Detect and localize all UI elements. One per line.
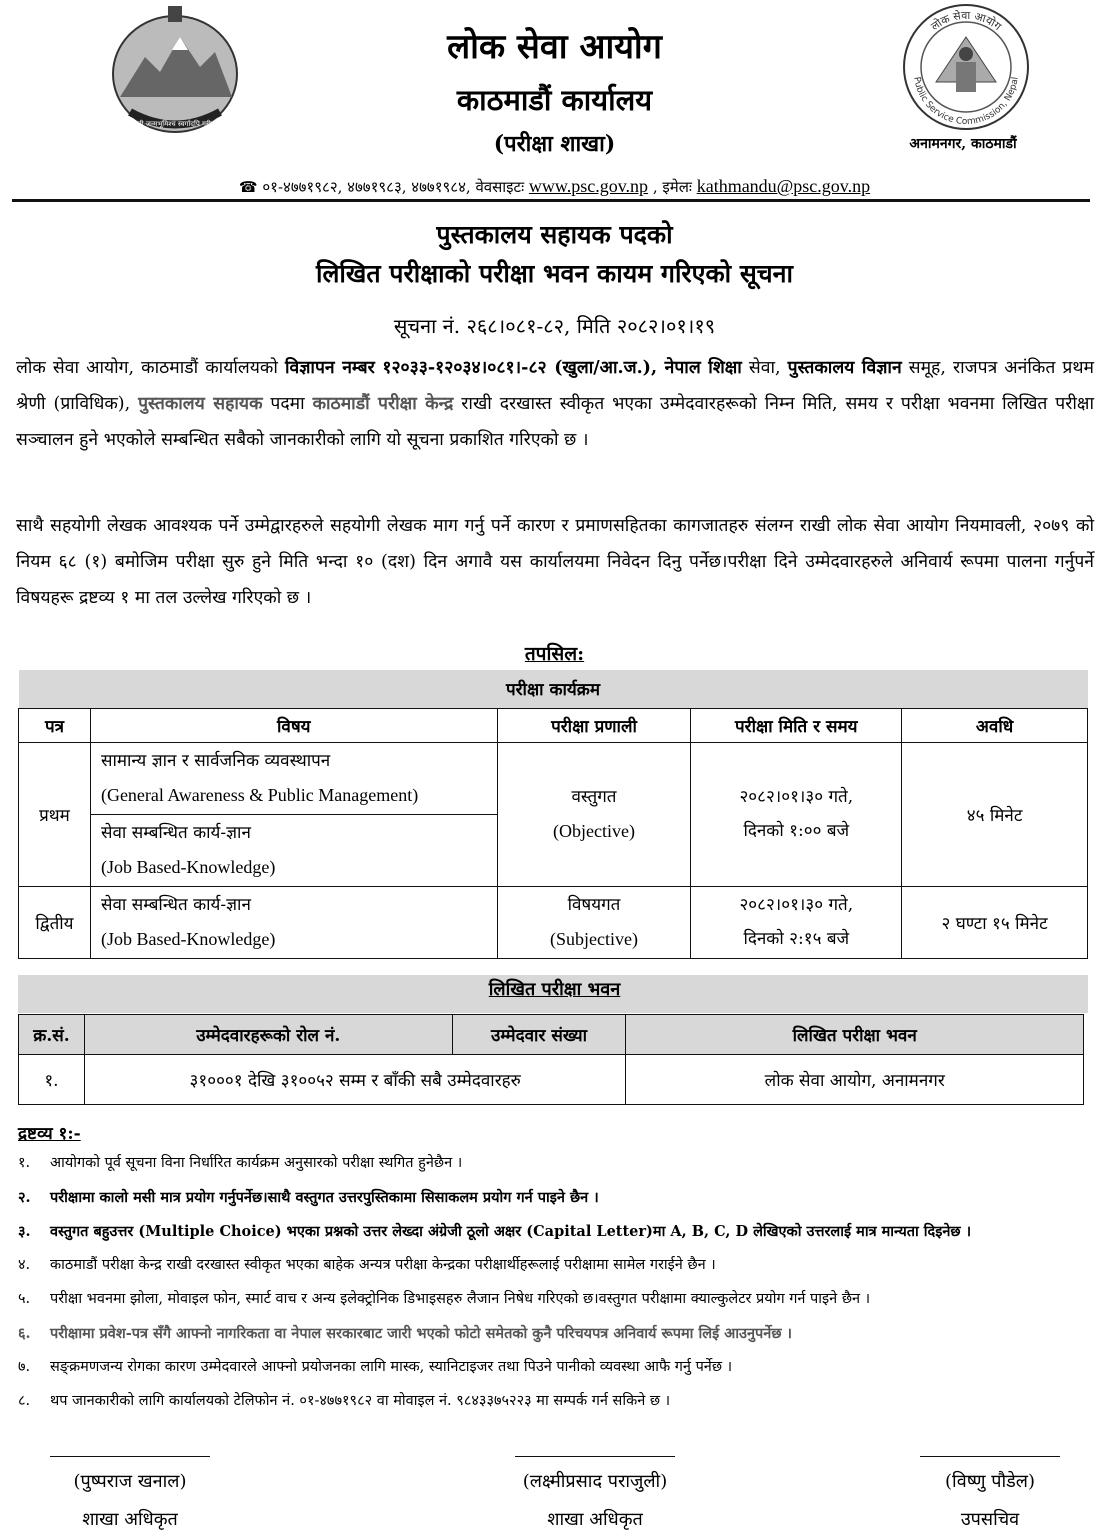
signatory-name: (पुष्पराज खनाल) [73,1471,187,1492]
note-text: वस्तुगत बहुउत्तर (Multiple Choice) भएका प्रश्नको उत्तर लेख्दा अंग्रेजी ठूलो अक्षर (Capital Letter)मा A, B, C, D लेखिएको उत्तरलाई मात्र मान्यता दिइनेछ । [50,1223,972,1240]
letterhead [0,0,1109,200]
col-header-count: उम्मेदवार संख्या [452,1015,626,1055]
col-header-duration: अवधि [902,708,1088,742]
exam-time: दिनको २:१५ बजे [743,929,850,949]
method-np: वस्तुगत [571,787,617,807]
phone-icon: ☎ [238,178,258,196]
post-name: पुस्तकालय सहायक [138,394,263,414]
table-row [19,886,1088,958]
signatory-name: (लक्ष्मीप्रसाद पराजुली) [522,1471,668,1492]
subject-np: सेवा सम्बन्धित कार्य-ज्ञान [100,895,251,915]
exam-schedule-title: परीक्षा कार्यक्रम [19,670,1088,708]
note-text: काठमाडौं परीक्षा केन्द्र राखी दरखास्त स्वीकृत भएका बाहेक अन्यत्र परीक्षा केन्द्रका परीक्षार्थीहरूलाई परीक्षामा सामेल गराईने छैन । [50,1257,716,1273]
list-item [18,1354,1090,1381]
method-en: (Subjective) [549,929,638,949]
datetime-cell [691,742,902,886]
note-number: १. [18,1155,31,1171]
col-header-method: परीक्षा प्रणाली [497,708,691,742]
signature-line [50,1456,210,1457]
scribe-paragraph: साथै सहयोगी लेखक आवश्यक पर्ने उम्मेद्वारहरुले सहयोगी लेखक माग गर्नु पर्ने कारण र प्रमाणसहितका कागजातहरु संलग्न राखी लोक सेवा आयोग नियमावली, २०७९ को नियम ६८ (१) बमोजिम परीक्षा सुरु हुने मिति भन्दा १० (दश) दिन अगावै यस कार्यालयमा निवेदन दिनु पर्नेछ।परीक्षा दिने उम्मेदवारहरुले अनिवार्य रूपमा पालना गर्नुपर्ने विषयहरू द्रष्टव्य १ मा तल उल्लेख गरिएको छ । [16,516,1094,608]
note-text: परीक्षामा कालो मसी मात्र प्रयोग गर्नुपर्नेछ।साथै वस्तुगत उत्तरपुस्तिकामा सिसाकलम प्रयोग गर्न पाइने छैन । [50,1189,599,1206]
header-divider [12,199,1090,202]
section-title: (परीक्षा शाखा) [493,131,616,157]
hall-table-title: लिखित परीक्षा भवन [488,979,621,1000]
subject-en: (Job Based-Knowledge) [100,857,276,877]
subject-en: (General Awareness & Public Management) [100,785,419,805]
table-row [19,742,1088,814]
signatory-title: शाखा अधिकृत [547,1509,643,1530]
note-text: परीक्षामा प्रवेश-पत्र सँगै आफ्नो नागरिकता वा नेपाल सरकारबाट जारी भएको फोटो समेतको कुनै परिचयपत्र अनिवार्य रूपमा लिई आउनुपर्नेछ । [50,1325,793,1342]
signature-block [490,1462,700,1539]
col-header-hall: लिखित परीक्षा भवन [626,1015,1084,1055]
note-number: ६. [18,1325,31,1342]
col-header-subject: विषय [90,708,497,742]
phone-numbers: ०१-४७७१९८२, ४७७१९८३, ४७७१९८४, [262,178,471,196]
exam-time: दिनको १:०० बजे [743,821,850,841]
note-number: २. [18,1189,31,1206]
svg-text:लोक सेवा आयोग [929,9,1005,34]
emblem-text: जननी जन्मभूमिश्च स्वर्गादपि गरीयसी [128,120,222,128]
paper-cell: द्वितीय [19,886,91,958]
signatory-title: शाखा अधिकृत [82,1509,178,1530]
signature-line [920,1456,1060,1457]
duration-cell: २ घण्टा १५ मिनेट [902,886,1088,958]
notice-number: सूचना नं. २६८।०८१-८२, मिति २०८२।०१।१९ [393,314,716,338]
list-item [18,1150,1090,1177]
logo-text-en: Public Service Commission, Nepal [911,76,1021,128]
subject-np: सेवा सम्बन्धित कार्य-ज्ञान [100,823,251,843]
duration-cell: ४५ मिनेट [902,742,1088,886]
list-item [18,1184,1090,1211]
org-title: लोक सेवा आयोग [447,27,662,67]
list-item [18,1252,1090,1279]
note-number: ३. [18,1223,31,1240]
exam-date: २०८२।०१।३० गते, [739,895,854,915]
intro-paragraph [16,350,1094,458]
notes-list [18,1150,1090,1422]
signatory-name: (विष्णु पौडेल) [945,1471,1035,1492]
p1-text-c: समूह, राजपत्र अनंकित प्रथम श्रेणी (प्राविधिक), [16,358,1095,414]
list-item [18,1286,1090,1313]
p1-text-b: सेवा, [741,358,788,378]
exam-hall-table [18,1014,1084,1105]
note-number: ७. [18,1359,31,1375]
signature-block [900,1462,1080,1539]
col-header-sn: क्र.सं. [19,1015,85,1055]
logo-text: लोक सेवा आयोग [928,8,1004,34]
p1-text-a: लोक सेवा आयोग, काठमाडौं कार्यालयको [16,358,285,378]
subject-cell [90,814,497,886]
website-link[interactable]: www.psc.gov.np [528,176,649,196]
email-label: , इमेलः [652,178,692,196]
website-label: वेवसाइटः [475,178,525,196]
contact-line [0,176,1109,197]
list-item [18,1388,1090,1415]
note-text: परीक्षा भवनमा झोला, मोवाइल फोन, स्मार्ट वाच र अन्य इलेक्ट्रोनिक डिभाइसहरु लैजान निषेध गरिएको छ।वस्तुगत परीक्षामा क्याल्कुलेटर प्रयोग गर्न पाइने छैन । [50,1291,871,1307]
hall-cell: लोक सेवा आयोग, अनामनगर [626,1055,1084,1105]
psc-logo-icon [896,2,1036,132]
note-number: ४. [18,1257,31,1273]
subject-cell [90,742,497,814]
col-header-datetime: परीक्षा मिति र समय [691,708,902,742]
details-heading: तपसिल: [524,643,585,665]
group-name: पुस्तकालय विज्ञान [787,358,902,378]
signatory-title: उपसचिव [960,1509,1020,1530]
list-item [18,1218,1090,1245]
col-header-roll: उम्मेदवारहरूको रोल नं. [84,1015,452,1055]
table-row [19,1055,1084,1105]
note-text: आयोगको पूर्व सूचना विना निर्धारित कार्यक्रम अनुसारको परीक्षा स्थगित हुनेछैन । [50,1155,463,1171]
notice-title [0,216,1109,294]
paper-cell: प्रथम [19,742,91,886]
roll-cell: ३१०००१ देखि ३१००५२ सम्म र बाँकी सबै उम्मेदवारहरु [84,1055,626,1105]
notice-title-line2: लिखित परीक्षाको परीक्षा भवन कायम गरिएको सूचना [316,259,793,288]
method-en: (Objective) [552,821,635,841]
note-text: सङ्क्रमणजन्य रोगका कारण उम्मेदवारले आफ्नो प्रयोजनका लागि मास्क, स्यानिटाइजर तथा पिउने पानीको व्यवस्था आफै गर्नु पर्नेछ । [50,1359,733,1375]
exam-date: २०८२।०१।३० गते, [739,787,854,807]
method-cell [497,742,691,886]
office-address: अनामनगर, काठमाडौं [909,136,1017,152]
notice-title-line1: पुस्तकालय सहायक पदको [436,220,673,249]
exam-center: काठमाडौं परीक्षा केन्द्र [312,394,454,414]
exam-schedule-table [18,670,1088,959]
subject-cell [90,886,497,958]
note-number: ८. [18,1393,31,1409]
office-title: काठमाडौं कार्यालय [456,83,653,117]
note-text: थप जानकारीको लागि कार्यालयको टेलिफोन नं. ०१-४७७१९८२ वा मोवाइल नं. ९८४३३७५२२३ मा सम्पर्क गर्न सकिने छ । [50,1393,671,1409]
signature-line [515,1456,675,1457]
signature-block [40,1462,220,1539]
col-header-paper: पत्र [19,708,91,742]
method-cell [497,886,691,958]
method-np: विषयगत [567,895,621,915]
subject-en: (Job Based-Knowledge) [100,929,276,949]
note-number: ५. [18,1291,31,1307]
list-item [18,1320,1090,1347]
p1-text-d: पदमा [262,394,313,414]
email-link[interactable]: kathmandu@psc.gov.np [696,176,871,196]
datetime-cell [691,886,902,958]
notes-heading: द्रष्टव्य १:- [18,1124,81,1144]
sn-cell: १. [19,1055,85,1105]
subject-np: सामान्य ज्ञान र सार्वजनिक व्यवस्थापन [100,751,331,771]
advertisement-number: विज्ञापन नम्बर १२०३३-१२०३४।०८१।-८२ (खुला/आ.ज.), नेपाल शिक्षा [284,358,742,378]
p1-text-e: राखी दरखास्त स्वीकृत भएका उम्मेदवारहरूको निम्न मिति, समय र परीक्षा भवनमा लिखित परीक्षा सञ्चालन हुने भएकोले सम्बन्धित सबैको जानकारीको लागि यो सूचना प्रकाशित गरिएको छ । [16,394,1095,450]
